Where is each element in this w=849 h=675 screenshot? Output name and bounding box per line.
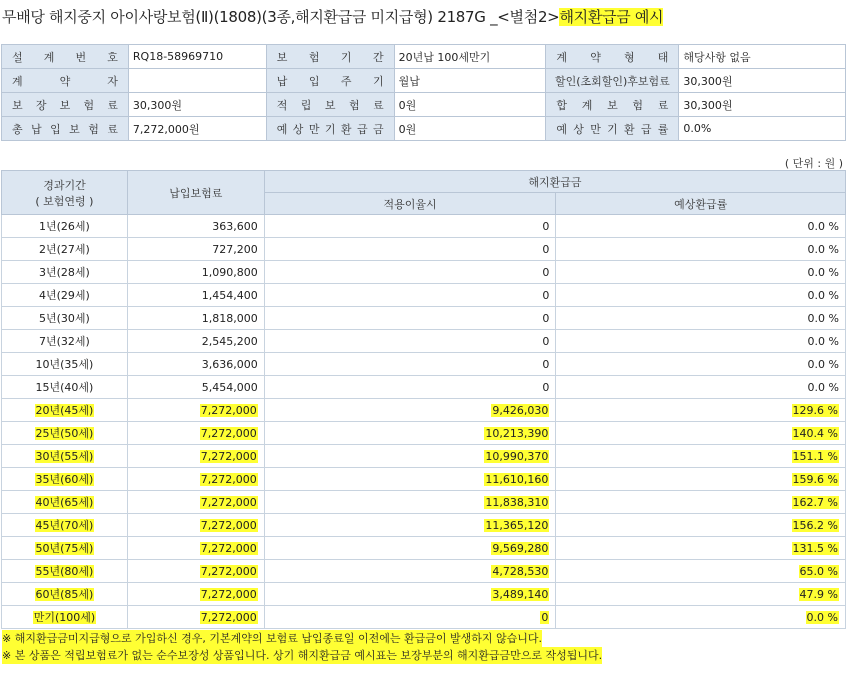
cell-period-text: 30년(55세) xyxy=(35,450,94,463)
cell-expected-rate-text: 0.0 % xyxy=(807,311,839,325)
cell-premium xyxy=(127,422,264,445)
header-premium: 납입보험료 xyxy=(127,171,264,215)
cell-refund xyxy=(264,606,556,629)
cell-period xyxy=(2,376,128,399)
cell-expected-rate xyxy=(556,514,846,537)
cell-refund-text: 10,990,370 xyxy=(485,449,549,463)
cell-refund-text: 0 xyxy=(542,288,550,302)
cell-expected-rate xyxy=(556,330,846,353)
page-title xyxy=(2,6,663,27)
cell-expected-rate-text: 0.0 % xyxy=(807,219,839,233)
cell-refund xyxy=(264,284,556,307)
cell-premium-text: 2,545,200 xyxy=(201,334,258,348)
cell-refund-text: 0 xyxy=(542,265,550,279)
info-value: 0.0% xyxy=(679,117,846,141)
cell-refund-text: 9,426,030 xyxy=(492,403,549,417)
cell-period-text: 만기(100세) xyxy=(33,611,96,624)
cell-expected-rate xyxy=(556,238,846,261)
cell-expected-rate-text: 0.0 % xyxy=(807,265,839,279)
cell-period xyxy=(2,491,128,514)
cell-period-text: 5년(30세) xyxy=(39,312,90,325)
info-label: 보 험 기 간 xyxy=(266,45,394,69)
header-expected-rate: 예상환급률 xyxy=(556,193,846,215)
table-row xyxy=(2,330,846,353)
info-value: 월납 xyxy=(394,69,546,93)
table-row xyxy=(2,560,846,583)
cell-period-text: 7년(32세) xyxy=(39,335,90,348)
contract-info-table xyxy=(1,44,846,141)
cell-expected-rate xyxy=(556,284,846,307)
table-row xyxy=(2,307,846,330)
table-row xyxy=(2,399,846,422)
table-row xyxy=(2,514,846,537)
cell-refund-text: 11,365,120 xyxy=(485,518,549,532)
cell-refund-text: 9,569,280 xyxy=(492,541,549,555)
cell-expected-rate-text: 0.0 % xyxy=(806,610,838,624)
cell-period-text: 4년(29세) xyxy=(39,289,90,302)
info-value: 30,300원 xyxy=(128,93,266,117)
cell-expected-rate xyxy=(556,261,846,284)
cell-period-text: 1년(26세) xyxy=(39,220,90,233)
cell-expected-rate xyxy=(556,445,846,468)
info-label: 할인(초회할인)후보험료 xyxy=(546,69,679,93)
cell-premium xyxy=(127,514,264,537)
cell-period xyxy=(2,238,128,261)
cell-period xyxy=(2,445,128,468)
cell-refund xyxy=(264,376,556,399)
cell-period xyxy=(2,284,128,307)
info-value: 7,272,000원 xyxy=(128,117,266,141)
cell-premium xyxy=(127,583,264,606)
cell-refund xyxy=(264,583,556,606)
cell-refund xyxy=(264,491,556,514)
cell-premium-text: 7,272,000 xyxy=(200,587,257,601)
cell-period-text: 25년(50세) xyxy=(35,427,94,440)
cell-premium xyxy=(127,284,264,307)
cell-refund-text: 0 xyxy=(542,357,550,371)
cell-premium-text: 7,272,000 xyxy=(200,403,257,417)
table-row xyxy=(2,468,846,491)
cell-premium xyxy=(127,376,264,399)
cell-premium-text: 7,272,000 xyxy=(200,449,257,463)
cell-period-text: 2년(27세) xyxy=(39,243,90,256)
cell-premium xyxy=(127,445,264,468)
cell-premium xyxy=(127,491,264,514)
cell-period xyxy=(2,307,128,330)
table-row xyxy=(2,583,846,606)
info-label: 예 상 만 기 환 급 금 xyxy=(266,117,394,141)
cell-expected-rate xyxy=(556,353,846,376)
cell-premium-text: 363,600 xyxy=(212,219,258,233)
cell-expected-rate-text: 131.5 % xyxy=(792,541,838,555)
cell-period xyxy=(2,330,128,353)
cell-refund-text: 4,728,530 xyxy=(492,564,549,578)
cell-premium-text: 727,200 xyxy=(212,242,258,256)
cell-expected-rate xyxy=(556,468,846,491)
cell-period xyxy=(2,514,128,537)
info-value: RQ18-58969710 xyxy=(128,45,266,69)
cell-premium-text: 7,272,000 xyxy=(200,472,257,486)
info-label: 적 립 보 험 료 xyxy=(266,93,394,117)
info-value: 30,300원 xyxy=(679,69,846,93)
note-1: ※ 해지환급금미지급형으로 가입하신 경우, 기본계약의 보험료 납입종료일 이전에는 환급금이 발생하지 않습니다. xyxy=(2,632,542,645)
cell-expected-rate-text: 140.4 % xyxy=(792,426,838,440)
info-row xyxy=(2,117,846,141)
cell-premium xyxy=(127,353,264,376)
cell-expected-rate-text: 159.6 % xyxy=(792,472,838,486)
cell-period-text: 40년(65세) xyxy=(35,496,94,509)
info-label: 계 약 형 태 xyxy=(546,45,679,69)
cell-expected-rate-text: 0.0 % xyxy=(807,288,839,302)
unit-label: ( 단위 : 원 ) xyxy=(784,157,843,170)
header-refund: 해지환급금 xyxy=(264,171,845,193)
cell-expected-rate xyxy=(556,606,846,629)
cell-premium xyxy=(127,399,264,422)
cell-expected-rate-text: 0.0 % xyxy=(807,334,839,348)
notes xyxy=(2,630,602,664)
cell-refund xyxy=(264,399,556,422)
cell-period xyxy=(2,353,128,376)
info-value: 20년납 100세만기 xyxy=(394,45,546,69)
cell-refund xyxy=(264,353,556,376)
cell-expected-rate xyxy=(556,422,846,445)
cell-expected-rate-text: 162.7 % xyxy=(792,495,838,509)
cell-premium-text: 7,272,000 xyxy=(200,495,257,509)
cell-period xyxy=(2,606,128,629)
cell-refund xyxy=(264,560,556,583)
table-row xyxy=(2,376,846,399)
info-label: 계 약 자 xyxy=(2,69,129,93)
cell-refund xyxy=(264,537,556,560)
info-label: 설 계 번 호 xyxy=(2,45,129,69)
cell-premium-text: 7,272,000 xyxy=(200,564,257,578)
cell-period xyxy=(2,583,128,606)
cell-premium xyxy=(127,330,264,353)
cell-period-text: 60년(85세) xyxy=(35,588,94,601)
cell-refund-text: 0 xyxy=(542,380,550,394)
note-2: ※ 본 상품은 적립보험료가 없는 순수보장성 상품입니다. 상기 해지환급금 예시표는 보장부분의 해지환급금만으로 작성됩니다. xyxy=(2,649,603,662)
cell-period-text: 50년(75세) xyxy=(35,542,94,555)
cell-expected-rate xyxy=(556,399,846,422)
table-row xyxy=(2,284,846,307)
info-value: 30,300원 xyxy=(679,93,846,117)
table-row xyxy=(2,238,846,261)
cell-refund-text: 11,838,310 xyxy=(485,495,549,509)
cell-expected-rate-text: 0.0 % xyxy=(807,380,839,394)
cell-expected-rate xyxy=(556,376,846,399)
cell-premium-text: 7,272,000 xyxy=(200,518,257,532)
cell-expected-rate xyxy=(556,215,846,238)
cell-refund xyxy=(264,468,556,491)
cell-expected-rate xyxy=(556,560,846,583)
info-row xyxy=(2,93,846,117)
cell-refund xyxy=(264,514,556,537)
cell-expected-rate-text: 156.2 % xyxy=(792,518,838,532)
info-label: 납 입 주 기 xyxy=(266,69,394,93)
table-row xyxy=(2,491,846,514)
header-period-sub: ( 보험연령 ) xyxy=(35,194,94,208)
cell-refund-text: 0 xyxy=(542,311,550,325)
cell-premium-text: 5,454,000 xyxy=(201,380,258,394)
table-row xyxy=(2,422,846,445)
cell-premium-text: 1,818,000 xyxy=(201,311,258,325)
cell-expected-rate-text: 0.0 % xyxy=(807,357,839,371)
cell-premium-text: 7,272,000 xyxy=(200,541,257,555)
cell-refund xyxy=(264,445,556,468)
info-value: 해당사항 없음 xyxy=(679,45,846,69)
cell-period xyxy=(2,422,128,445)
table-row xyxy=(2,261,846,284)
cell-expected-rate xyxy=(556,583,846,606)
cell-refund-text: 3,489,140 xyxy=(492,587,549,601)
info-label: 예 상 만 기 환 급 률 xyxy=(546,117,679,141)
cell-expected-rate-text: 65.0 % xyxy=(799,564,838,578)
info-row xyxy=(2,69,846,93)
cell-period xyxy=(2,560,128,583)
cell-period xyxy=(2,537,128,560)
cell-expected-rate xyxy=(556,537,846,560)
cell-premium xyxy=(127,537,264,560)
cell-period-text: 55년(80세) xyxy=(35,565,94,578)
cell-refund-text: 10,213,390 xyxy=(485,426,549,440)
header-period-label: 경과기간 xyxy=(43,178,86,192)
cell-refund-text: 0 xyxy=(542,242,550,256)
cell-expected-rate xyxy=(556,307,846,330)
title-highlight: 해지환급금 예시 xyxy=(559,8,664,26)
cell-refund xyxy=(264,307,556,330)
info-value: 0원 xyxy=(394,93,546,117)
cell-premium xyxy=(127,238,264,261)
cell-expected-rate-text: 47.9 % xyxy=(799,587,838,601)
table-row xyxy=(2,353,846,376)
header-period xyxy=(2,171,128,215)
cell-period-text: 45년(70세) xyxy=(35,519,94,532)
cell-period-text: 15년(40세) xyxy=(35,381,94,394)
cell-premium xyxy=(127,606,264,629)
cell-period-text: 20년(45세) xyxy=(35,404,94,417)
cell-premium-text: 1,454,400 xyxy=(201,288,258,302)
cell-expected-rate-text: 0.0 % xyxy=(807,242,839,256)
refund-table xyxy=(1,170,846,629)
cell-premium xyxy=(127,468,264,491)
cell-period xyxy=(2,215,128,238)
cell-period xyxy=(2,261,128,284)
cell-period-text: 3년(28세) xyxy=(39,266,90,279)
cell-premium-text: 1,090,800 xyxy=(201,265,258,279)
info-label: 총 납 입 보 험 료 xyxy=(2,117,129,141)
cell-premium xyxy=(127,560,264,583)
info-row xyxy=(2,45,846,69)
cell-refund xyxy=(264,238,556,261)
info-value xyxy=(128,69,266,93)
cell-refund xyxy=(264,215,556,238)
table-row xyxy=(2,537,846,560)
cell-refund xyxy=(264,330,556,353)
cell-premium xyxy=(127,215,264,238)
cell-premium-text: 7,272,000 xyxy=(200,610,257,624)
cell-premium xyxy=(127,261,264,284)
cell-expected-rate-text: 151.1 % xyxy=(792,449,838,463)
cell-period xyxy=(2,468,128,491)
table-row xyxy=(2,606,846,629)
cell-refund-text: 0 xyxy=(542,334,550,348)
info-value: 0원 xyxy=(394,117,546,141)
title-main: 무배당 해지중지 아이사랑보험(Ⅱ)(1808)(3종,해지환급금 미지급형) 2187G _<별첨2> xyxy=(2,8,560,26)
cell-period-text: 35년(60세) xyxy=(35,473,94,486)
cell-premium xyxy=(127,307,264,330)
cell-premium-text: 7,272,000 xyxy=(200,426,257,440)
header-rate-applied: 적용이율시 xyxy=(264,193,556,215)
cell-premium-text: 3,636,000 xyxy=(201,357,258,371)
cell-period-text: 10년(35세) xyxy=(35,358,94,371)
cell-expected-rate xyxy=(556,491,846,514)
cell-refund-text: 11,610,160 xyxy=(485,472,549,486)
cell-expected-rate-text: 129.6 % xyxy=(792,403,838,417)
cell-refund-text: 0 xyxy=(541,610,549,624)
cell-refund xyxy=(264,261,556,284)
table-row xyxy=(2,445,846,468)
cell-refund xyxy=(264,422,556,445)
table-row xyxy=(2,215,846,238)
cell-refund-text: 0 xyxy=(542,219,550,233)
cell-period xyxy=(2,399,128,422)
info-label: 합 계 보 험 료 xyxy=(546,93,679,117)
info-label: 보 장 보 험 료 xyxy=(2,93,129,117)
